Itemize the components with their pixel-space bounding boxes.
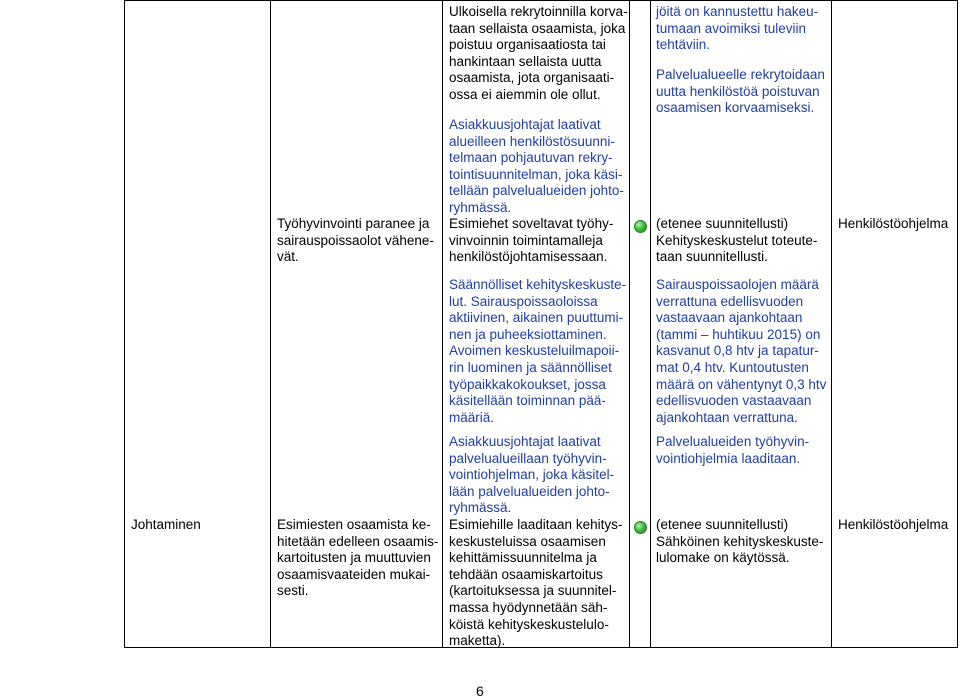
col-border-5 xyxy=(650,0,651,648)
cell-new-staff-text: Palvelualueelle rekrytoidaan uutta henkilöstöä poistuvan osaamisen korvaamiseksi. xyxy=(656,67,825,116)
cell-regular-talks-text: Säännölliset kehityskeskuste- lut. Sairauspoissaoloissa aktiivinen, aikainen puuttumi- nen ja puheeksiottaminen. Avoimen keskusteluilmapoii- rin luominen ja säännölliset työpaikkakokoukset, jossa käsitellään toiminnan pää- määriä. xyxy=(449,277,627,425)
cell-programs-prepared-text: Palvelualueiden työhyvin- vointiohjelmia laaditaan. xyxy=(656,434,810,466)
cell-recruitment-plan-text: Asiakkuusjohtajat laativat alueilleen henkilöstösuunni- telmaan pohjautuvan rekry- tointisuunnitelman, joka käsi- tellään palvelualueiden johto- ryhmässä. xyxy=(449,117,624,215)
cell-reference-program: Henkilöstöohjelma xyxy=(838,216,949,231)
cell-recruitment-text: Ulkoisella rekrytoinnilla korva- taan sellaista osaamista, joka poistuu organisaatiosta tai hankintaan sellaista uutta osaamista, jota organisaati- ossa ei aiemmin ole ollut. xyxy=(449,4,628,102)
col-border-6 xyxy=(831,0,832,648)
col-border-4 xyxy=(629,0,630,648)
col-border-2 xyxy=(270,0,271,648)
cell-category-leadership: Johtaminen xyxy=(131,517,201,532)
cell-goal-wellbeing: Työhyvinvointi paranee ja sairauspoissaolot vähene- vät. xyxy=(277,216,434,265)
cell-action-wellbeing-models: Esimiehet soveltavat työhy- vinvoinnin toimintamalleja henkilöstöjohtamisessaan. xyxy=(449,216,614,265)
cell-encouraged-text: jöitä on kannustettu hakeu- tumaan avoimiksi tuleviin tehtäviin. xyxy=(656,4,819,53)
page-number: 6 xyxy=(476,683,484,699)
cell-wellbeing-program-text: Asiakkuusjohtajat laativat palvelualueillaan työhyvin- vointiohjelman, joka käsitel- lään palvelualueiden johto- ryhmässä. xyxy=(449,434,615,516)
status-green-icon xyxy=(634,220,647,233)
cell-goal-competence: Esimiesten osaamista ke- hitetään edelleen osaamis- kartoitusten ja muuttuvien osaamisvaateiden mukai- sesti. xyxy=(277,517,439,599)
table-top-border xyxy=(124,0,958,1)
status-green-icon xyxy=(634,521,647,534)
col-border-7 xyxy=(957,0,958,648)
col-border-1 xyxy=(124,0,125,648)
cell-status-development-talks: (etenee suunnitellusti) Kehityskeskustelut toteute- taan suunnitellusti. xyxy=(656,216,818,265)
cell-action-competence-plan: Esimiehille laaditaan kehitys- keskusteluissa osaamisen kehittämissuunnitelma ja tehdään osaamiskartoitus (kartoituksessa ja suunnitel- massa hyödynnetään säh- köistä kehityskeskustelulo- maketta). xyxy=(449,517,623,649)
col-border-3 xyxy=(442,0,443,648)
cell-reference-program-2: Henkilöstöohjelma xyxy=(838,517,949,532)
cell-sick-leave-text: Sairauspoissaolojen määrä verrattuna edellisvuoden vastaavaan ajankohtaan (tammi – huhtikuu 2015) on kasvanut 0,8 htv ja tapatur- mat 0,4 htv. Kuntoutusten määrä on vähentynyt 0,3 htv edellisvuoden vastaavaan ajankohtaan verrattuna. xyxy=(656,277,827,425)
cell-status-electronic-form: (etenee suunnitellusti) Sähköinen kehityskeskuste- lulomake on käytössä. xyxy=(656,517,824,566)
